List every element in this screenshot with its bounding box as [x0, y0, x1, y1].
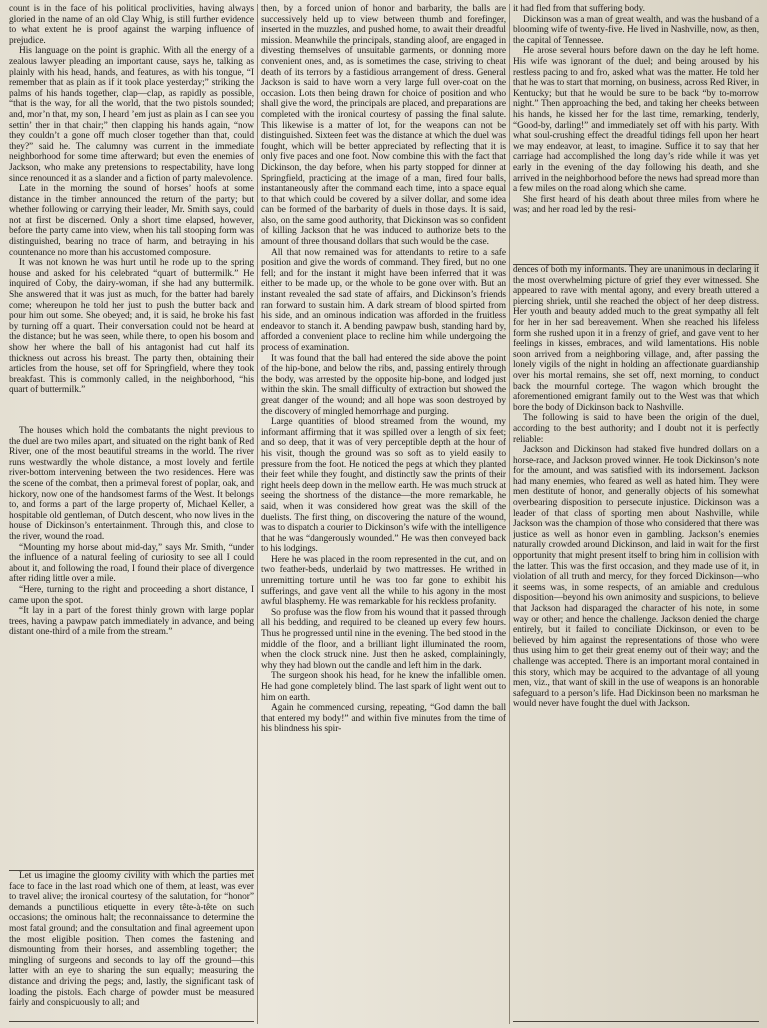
paragraph: “Here, turning to the right and proceeding a short distance, I came upon the spot. — [9, 584, 254, 606]
paragraph: He arose several hours before dawn on the day he left home. His wife was ignorant of the duel; and being aroused by his restless pacing to and fro, asked what was the matter. He told her that he was to start that morning, on business, across Red River, in Kentucky; but that he would be sure to be back “by to-morrow night.” Then approaching the bed, and taking her cheeks between his hands, he kissed her for the last time, remarking, tenderly, “Good-by, darling!” and immediately set off with his party. With what soul-crushing effect the dreadful tidings fell upon her heart we may endeavor, at least, to imagine. Suffice it to say that her carriage had accomplished the long day’s ride while it was yet early in the evening of the day following his death, and she arrived in the neighborhood before the news had spread more than a few miles on the road along which she came. — [513, 46, 759, 195]
article-block — [9, 426, 254, 870]
paragraph: It was not known he was hurt until he rode up to the spring house and asked for his celebrated “quart of buttermilk.” He inquired of Coby, the dairy-woman, if she had any buttermilk. She answered that it was just as much, for the batter had barely come; whereupon he told her just to push the butter back and pour him out some. She obeyed; and, it is said, he broke his fast by turning off a quart. Their conversation could not be heard at the distance; but he was seen, while there, to open his bosom and show her where the ball of his antagonist had cut half its thickness out across his breast. The party then, obtaining their articles from the house, set off for Springfield, where they took breakfast. This is commonly called, in the neighborhood, “his quart of buttermilk.” — [9, 258, 254, 396]
article-block — [513, 264, 759, 1022]
paragraph: “Mounting my horse about mid-day,” says Mr. Smith, “under the influence of a natural feeling of curiosity to see all I could about it, and following the road, I found their place of divergence after riding little over a mile. — [9, 542, 254, 585]
paragraph: Dickinson was a man of great wealth, and was the husband of a blooming wife of twenty-five. He lived in Nashville, now, as then, the capital of Tennessee. — [513, 14, 759, 46]
paragraph: The following is said to have been the origin of the duel, according to the best authority; and I doubt not it is perfectly reliable: — [513, 413, 759, 445]
paragraph: It was found that the ball had entered the side above the point of the hip-bone, and below the ribs, and, passing entirely through the body, was arrested by the opposite hip-bone, and lodged just within the skin. The small difficulty of extraction but showed the great danger of the wound; and all hope was soon destroyed by the discovery of mingled hemorrhage and purging. — [261, 353, 506, 417]
article-block — [513, 4, 759, 264]
paragraph: She first heard of his death about three miles from where he was; and her road led by the resi- — [513, 194, 759, 216]
paragraph: The houses which hold the combatants the night previous to the duel are two miles apart, and situated on the right bank of Red River, one of the most beautiful streams in the world. The river runs westwardly the whole distance, a most lovely and fertile river-bottom intervening between the two residences. Here was the scene of the combat, then a primeval forest of poplar, oak, and hickory, now one of the handsomest farms of the West. It belongs to, and forms a part of the large property of, Michael Keller, a hospitable old gentleman, of Dutch descent, who now lives in the house of Dickinson’s entertainment. Through this, and close to the river, wound the road. — [9, 426, 254, 542]
paragraph: Here he was placed in the room represented in the cut, and on two feather-beds, underlaid by two mattresses. He writhed in unremitting torture until he was too far gone to exhibit his sufferings, and gave vent all the while to his agony in the most awful blasphemy. He was remarkable for his reckless profanity. — [261, 554, 506, 608]
paragraph: All that now remained was for attendants to retire to a safe position and give the words of command. They fired, but no one fell; and for the instant it might have been inferred that it was either to be made up, or the whole to be gone over with. But an instant revealed the sad state of affairs, and Dickinson’s friends ran forward to sustain him. A dark stream of blood spirted from his side, and an ominous indication was afforded in the fruitless endeavor to stanch it. A bending pawpaw bush, standing hard by, afforded a convenient place to recline him while undergoing the process of examination. — [261, 247, 506, 353]
paragraph: dences of both my informants. They are unanimous in declaring it the most overwhelming picture of grief they ever witnessed. She appeared to rave with mental agony, and every breath uttered a piercing shriek, until she reached the object of her deep distress. Her youth and beauty added much to the great sympathy all felt for her in her sad bereavement. When she reached his lifeless form she rushed upon it in a frenzy of grief, and gave vent to her feelings in kisses, embraces, and wild lamentations. His noble soon arrived from a neighboring village, and, after passing the lonely vigils of the night in holding an affectionate guardianship over his mortal remains, she set off, next morning, to conduct back the mournful cortege. The wagon which brought the aforementioned emigrant family out to the West was that which bore the body of Dickinson back to Nashville. — [513, 265, 759, 413]
paragraph: Again he commenced cursing, repeating, “God damn the ball that entered my body!” and within five minutes from the time of his blindness his spir- — [261, 703, 506, 735]
paragraph: Late in the morning the sound of horses’ hoofs at some distance in the timber announced the return of the party; but whether following or carrying their leader, Mr. Smith says, could not at first be discerned. Only a short time elapsed, however, before the party came into view, when his tall stooping form was distinguished, bearing no trace of harm, and betraying in his countenance no more than his accustomed composure. — [9, 184, 254, 258]
column-2 — [258, 4, 510, 1024]
paragraph: Large quantities of blood streamed from the wound, my informant affirming that it was spilled over a length of six feet; and so deep, that it was of very perceptible depth at the hour of his visit, though the ground was so soft as to yield easily to pressure from the foot. He noticed the pegs at which they planted their feet while they fought, and distinctly saw the prints of their right heels deep down in the mellow earth. He was much struck at seeing the shortness of the distance—the more remarkable, he said, when it was considered how great was the skill of the duelists. The first thing, on discovering the nature of the wound, was to dispatch a courier to Dickinson’s wife with the intelligence that he was “dangerously wounded.” He was then conveyed back to his lodgings. — [261, 417, 506, 555]
column-layout — [6, 4, 763, 1028]
article-block — [261, 4, 506, 1022]
paragraph: then, by a forced union of honor and barbarity, the balls are successively held up to view between thumb and forefinger, inserted in the muzzles, and pushed home, to await their dreadful mission. Meanwhile the principals, standing aloof, are engaged in divesting themselves of unsuitable garments, or donning more convenient ones, and, as is sometimes the case, striving to cheat death of its terrors by a fastidious arrangement of dress. General Jackson is said to have worn a very large full over-coat on the occasion. Lots then being drawn for choice of position and who shall give the word, the principals are placed, and preparations are completed with the ironical courtesy of passing the final salute. This likewise is a matter of lot, for the weapons can not be distinguished. Sixteen feet was the distance at which the duel was fought, which will be better appreciated by reflecting that it is only five paces and one foot. Now combine this with the fact that Dickinson, the day before, when his party stopped for dinner at Springfield, practicing at the image of a man, fired four balls, instantaneously after the command each time, into a space equal to that which could be covered by a silver dollar, and some idea can be formed of the barbarity of duels in those days. It is said, also, on the same good authority, that Dickinson was so confident of killing Jackson that he was induced to authorize bets to the amount of three thousand dollars that such would be the case. — [261, 4, 506, 248]
paragraph: Let us imagine the gloomy civility with which the parties met face to face in the last road which one of them, at least, was ever to travel alive; the ironical courtesy of the salutation, for “honor” demands a punctilious etiquette in every tête-à-tête on such occasions; the ominous halt; the reconnaissance to determine the most fatal ground; and the consultation and final agreement upon the most eligible position. Then comes the fastening and dismounting from their horses, and assembling together; the mingling of surgeons and seconds to lay off the ground—this latter with an eye to sharing the sun equally; measuring the distance and driving the pegs; and, lastly, the significant task of loading the pistols. Each charge of powder must be measured fairly and conspicuously to all; and — [9, 871, 254, 1009]
article-block — [9, 4, 254, 426]
paragraph: Jackson and Dickinson had staked five hundred dollars on a horse-race, and Jackson proved winner. He took Dickinson’s note for the amount, and was satisfied with its indorsement. Jackson had many enemies, who feared as well as hated him. They were men destitute of honor, and generally objects of his somewhat overbearing disposition to persecute injustice. Dickinson was a leader of that class of sporting men about Nashville, while Jackson was the champion of those who considered that there was justice as well as honor even in gambling. Jackson’s enemies naturally crowded around Dickinson, and laid in wait for the first opportunity that might present itself to bring him in collision with the latter. This was the first occasion, and they made use of it, in violation of all truth and mercy, for they forced Dickinson—who it seems was, in some respects, of an amiable and credulous disposition—beyond his own animosity and suspicions, to believe that Jackson had disparaged the character of his note, in some way or other; and hence the challenge. Jackson denied the charge entirely, but it failed to conciliate Dickinson, or even to be believed by him against the representations of those who were thus using him to get their great enemy out of their way; and the challenge was accepted. There is an important moral contained in this story, which may be acquired to the advantage of all young men, viz., that want of skill in the use of weapons is an honorable safeguard to a person’s life. Had Dickinson been no marksman he would never have fought the duel with Jackson. — [513, 445, 759, 710]
column-3 — [510, 4, 762, 1024]
column-1 — [6, 4, 258, 1024]
paragraph: “It lay in a part of the forest thinly grown with large poplar trees, having a pawpaw patch immediately in advance, and being distant one-third of a mile from the stream.” — [9, 606, 254, 638]
paragraph: count is in the face of his political proclivities, having always gloried in the name of an old Clay Whig, is still further evidence to what extent he is proof against the warping influence of prejudice. — [9, 4, 254, 46]
paragraph: it had fled from that suffering body. — [513, 4, 645, 14]
paragraph: So profuse was the flow from his wound that it passed through all his bedding, and required to be cleaned up every few hours. Thus he progressed until nine in the evening. The bed stood in the middle of the floor, and a brilliant light illuminated the room, when the clock struck nine. Just then he asked, complainingly, why they had blown out the candle and left him in the dark. — [261, 607, 506, 671]
paragraph: His language on the point is graphic. With all the energy of a zealous lawyer pleading an important cause, says he, talking as plainly with his head, hands, and features, as with his tongue, “I remember that as plain as if it took place yesterday;” striking the palms of his hands together, clap—clap, as rapidly as possible, “that is the way, for all the world, that the two pistols sounded; and, mor’n that, my son, I heard ’em just as plain as I can see you settin’ ther in that chair;” then clapping his hands again, “now they couldn’t a gone off much closer together than that, could they?” said he. The calumny was current in the immediate neighborhood for some time afterward; but even the enemies of Jackson, who make any pretensions to respectability, have long since renounced it as a slander and a fiction of party malevolence. — [9, 46, 254, 184]
article-block — [9, 870, 254, 1022]
paragraph: The surgeon shook his head, for he knew the infallible omen. He had gone completely blind. The last spark of light went out to him on earth. — [261, 671, 506, 703]
